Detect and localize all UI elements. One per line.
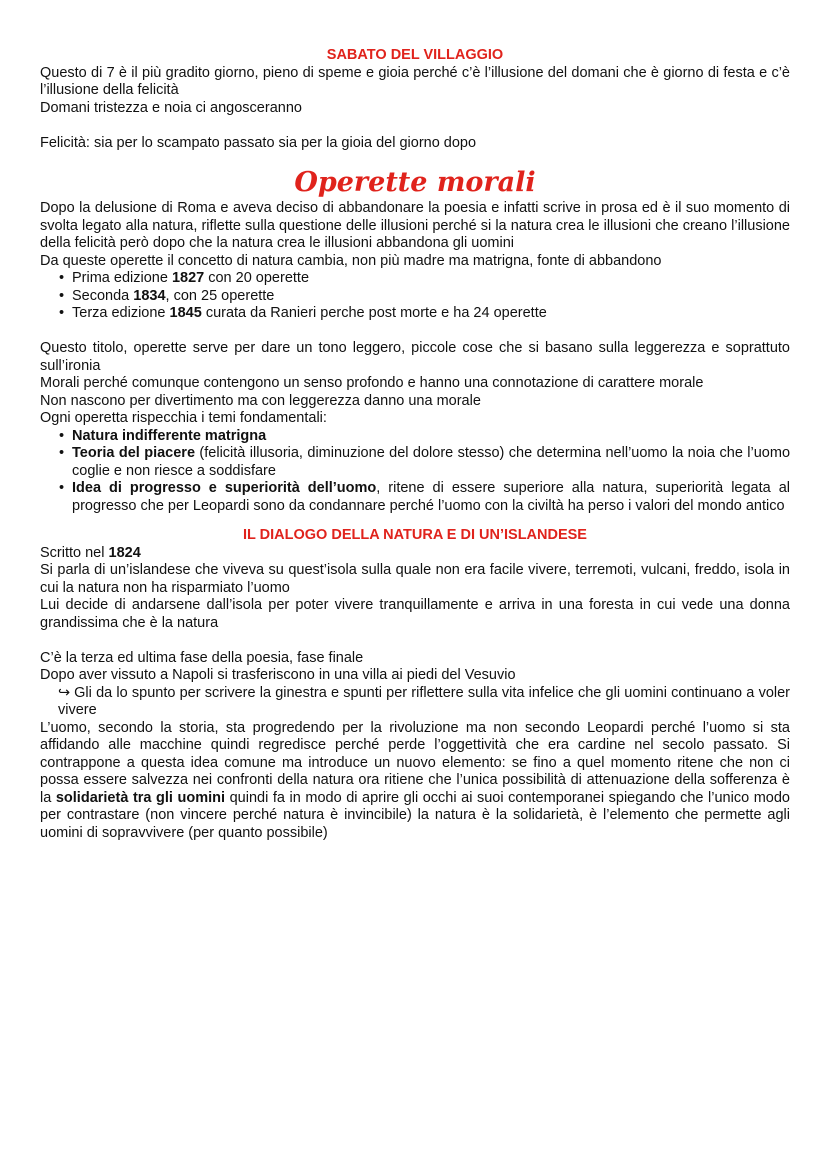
list-item: • Idea di progresso e superiorità dell’uomo, ritene di essere superiore alla natura, superiorità legata al progresso che per Leopardi sono da condannare perché l’uomo con la civiltà ha perso i valori del mondo antico — [59, 480, 790, 514]
paragraph: Lui decide di andarsene dall’isola per poter vivere tranquillamente e arriva in una foresta in cui vede una donna grandissima che è la natura — [40, 597, 790, 631]
paragraph: Ogni operetta rispecchia i temi fondamentali: — [40, 410, 327, 426]
list-item: • Prima edizione 1827 con 20 operette — [59, 270, 310, 286]
bullet-icon: • — [59, 270, 65, 286]
paragraph: Scritto nel 1824 — [40, 544, 141, 561]
paragraph: C’è la terza ed ultima fase della poesia, fase finale — [40, 649, 364, 666]
paragraph: Questo titolo, operette serve per dare un tono leggero, piccole cose che si basano sulla leggerezza e soprattuto sull’ironia — [40, 340, 790, 374]
paragraph: Non nascono per divertimento ma con leggerezza danno una morale — [40, 392, 481, 409]
bullet-icon: • — [59, 287, 65, 304]
document-content — [40, 47, 790, 842]
paragraph: Dopo la delusione di Roma e aveva deciso di abbandonare la poesia e infatti scrive in prosa ed è il suo momento di svolta legato alla natura, riflette sulla questione delle illusioni perché si la natura crea le illusioni che creano l’illusione della felicità però dopo che la natura crea le illusioni abbandona gli uomini — [40, 200, 790, 251]
paragraph: Morali perché comunque contengono un senso profondo e hanno una connotazione di carattere morale — [40, 375, 704, 391]
paragraph: Felicità: sia per lo scampato passato sia per la gioia del giorno dopo — [40, 134, 477, 151]
section-title-operette: Operette morali — [294, 167, 536, 198]
bullet-icon: • — [59, 427, 65, 444]
paragraph: ↪ Gli da lo spunto per scrivere la ginestra e spunti per riflettere sulla vita infelice che gli uomini continuano a voler vivere — [58, 684, 790, 718]
paragraph: Questo di 7 è il più gradito giorno, pieno di speme e gioia perché c’è l’illusione del domani che è giorno di festa e c’è l’illusione della felicità — [40, 64, 790, 98]
paragraph: Dopo aver vissuto a Napoli si trasferiscono in una villa ai piedi del Vesuvio — [40, 667, 516, 683]
section-title-dialogo: IL DIALOGO DELLA NATURA E DI UN’ISLANDESE — [243, 527, 587, 543]
section-title-sabato: SABATO DEL VILLAGGIO — [326, 47, 504, 63]
list-item: • Terza edizione 1845 curata da Ranieri perche post morte e ha 24 operette — [59, 305, 547, 321]
editions-list — [40, 270, 790, 323]
themes-list — [40, 428, 790, 516]
paragraph: Domani tristezza e noia ci angosceranno — [40, 99, 302, 116]
arrow-icon: ↪ — [58, 684, 71, 701]
bullet-icon: • — [59, 445, 65, 461]
list-item: • Natura indifferente matrigna — [59, 427, 267, 444]
paragraph: Si parla di un’islandese che viveva su quest’isola sulla quale non era facile vivere, terremoti, vulcani, freddo, isola in cui la natura non ha risparmiato l’uomo — [40, 562, 790, 596]
bullet-icon: • — [59, 480, 65, 496]
paragraph: L’uomo, secondo la storia, sta progredendo per la rivoluzione ma non secondo Leopardi perché l’uomo si sta affidando alle macchine quindi regredisce perché perde l’oggettività che era cardine nel secolo passato. Si contrappone a questa idea comune ma introduce un nuovo elemento: se fino a quel momento ritene che non ci possa essere salvezza nei confronti della natura ora ritiene che l’unica possibilità di attenuazione della sofferenza è la solidarietà tra gli uomini quindi fa in modo di aprire gli occhi ai suoi contemporanei spiegando che l’unico modo per contrastare (non vincere perché natura è invincibile) la natura è la solidarietà, è l’elemento che permette agli uomini di sopravvivere (per quanto possibile) — [40, 719, 790, 841]
paragraph: Da queste operette il concetto di natura cambia, non più madre ma matrigna, fonte di abbandono — [40, 252, 662, 269]
list-item: • Teoria del piacere (felicità illusoria, diminuzione del dolore stesso) che determina nell’uomo la noia che l’uomo coglie e non riesce a soddisfare — [59, 445, 791, 479]
list-item: • Seconda 1834, con 25 operette — [59, 287, 275, 304]
bullet-icon: • — [59, 305, 65, 321]
